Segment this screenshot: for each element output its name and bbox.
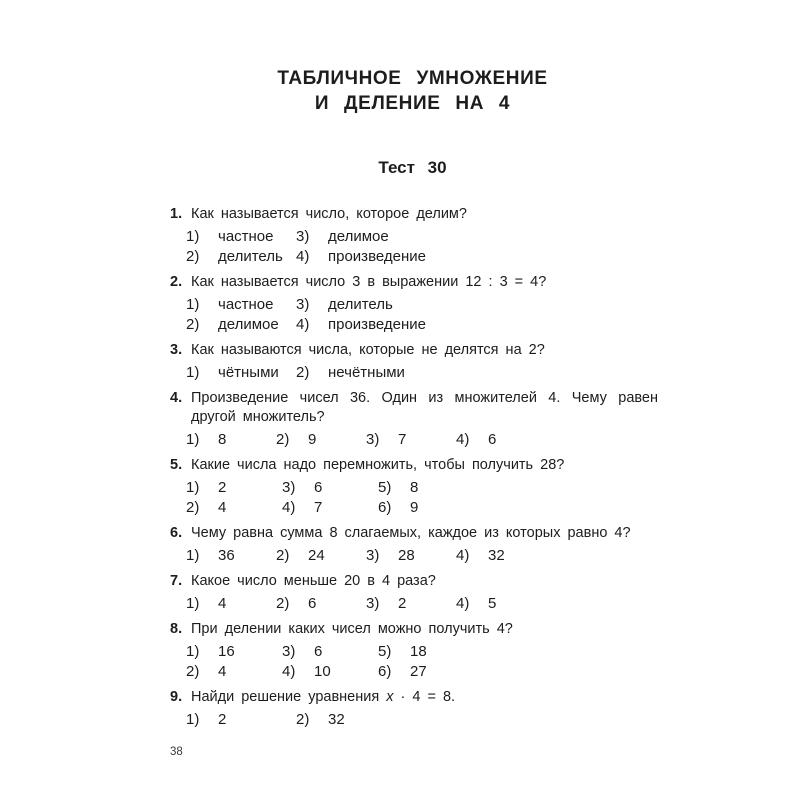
option-value: 6: [488, 431, 497, 448]
option-marker: 3): [366, 595, 380, 612]
answer-option: [378, 498, 474, 518]
options: [170, 363, 658, 383]
answer-option: [282, 642, 378, 662]
answer-option: [186, 710, 296, 730]
question-text: 2. Как называется число 3 в выражении 12 : 3 = 4?: [170, 274, 547, 290]
option-value: 8: [218, 431, 227, 448]
option-marker: 1): [186, 595, 200, 612]
question-text: 9. Найди решение уравнения x · 4 = 8.: [170, 689, 456, 705]
option-row: [186, 247, 658, 267]
option-value: 9: [410, 499, 419, 516]
question: [170, 572, 658, 614]
answer-option: [378, 478, 474, 498]
answer-option: [378, 662, 474, 682]
answer-option: [186, 247, 296, 267]
answer-option: [378, 642, 474, 662]
question-number: 1.: [170, 206, 183, 222]
option-marker: 1): [186, 364, 200, 381]
answer-option: [296, 363, 406, 383]
question-text: 3. Как называются числа, которые не делятся на 2?: [170, 342, 545, 358]
answer-option: [186, 594, 276, 614]
options: [170, 710, 658, 730]
option-marker: 3): [282, 643, 296, 660]
answer-option: [186, 546, 276, 566]
page-header: [165, 0, 660, 178]
answer-option: [186, 642, 282, 662]
question-number: 4.: [170, 390, 183, 406]
option-value: 2: [218, 711, 227, 728]
option-marker: 2): [186, 663, 200, 680]
answer-option: [276, 430, 366, 450]
question-number: 9.: [170, 689, 183, 705]
option-value: 5: [488, 595, 497, 612]
option-row: [186, 546, 658, 566]
option-value: делитель: [218, 248, 283, 265]
option-marker: 2): [276, 431, 290, 448]
option-marker: 2): [296, 364, 310, 381]
option-row: [186, 642, 658, 662]
option-value: 2: [398, 595, 407, 612]
option-value: нечётными: [328, 364, 405, 381]
option-marker: 2): [276, 595, 290, 612]
option-value: делимое: [328, 228, 389, 245]
answer-option: [296, 227, 406, 247]
options: [170, 430, 658, 450]
option-value: 32: [328, 711, 345, 728]
option-marker: 2): [186, 248, 200, 265]
option-value: произведение: [328, 248, 426, 265]
option-value: 4: [218, 663, 227, 680]
test-heading: Тест 30: [378, 158, 447, 177]
question: [170, 205, 658, 267]
option-value: 2: [218, 479, 227, 496]
option-value: 16: [218, 643, 235, 660]
answer-option: [282, 478, 378, 498]
option-marker: 3): [296, 296, 310, 313]
option-marker: 4): [282, 499, 296, 516]
question: [170, 456, 658, 518]
option-value: делитель: [328, 296, 393, 313]
option-marker: 1): [186, 643, 200, 660]
option-row: [186, 430, 658, 450]
answer-option: [282, 662, 378, 682]
option-marker: 2): [276, 547, 290, 564]
question-text: 5. Какие числа надо перемножить, чтобы получить 28?: [170, 457, 565, 473]
option-marker: 3): [296, 228, 310, 245]
question-text: 6. Чему равна сумма 8 слагаемых, каждое из которых равно 4?: [170, 525, 631, 541]
answer-option: [366, 430, 456, 450]
answer-option: [296, 710, 406, 730]
title-line-2: И ДЕЛЕНИЕ НА 4: [314, 93, 511, 114]
option-value: 27: [410, 663, 427, 680]
question-number: 5.: [170, 457, 183, 473]
option-marker: 6): [378, 663, 392, 680]
answer-option: [296, 247, 426, 267]
answer-option: [296, 315, 426, 335]
title-line-1: ТАБЛИЧНОЕ УМНОЖЕНИЕ: [277, 68, 548, 89]
answer-option: [276, 546, 366, 566]
question-text: 8. При делении каких чисел можно получить 4?: [170, 621, 513, 637]
options: [170, 642, 658, 682]
answer-option: [186, 227, 296, 247]
answer-option: [282, 498, 378, 518]
option-marker: 1): [186, 711, 200, 728]
option-value: 18: [410, 643, 427, 660]
option-marker: 3): [282, 479, 296, 496]
answer-option: [366, 594, 456, 614]
option-row: [186, 498, 658, 518]
option-value: 4: [218, 595, 227, 612]
question-text: 4. Произведение чисел 36. Один из множителей 4. Чему равен другой множитель?: [170, 390, 658, 425]
question-text: 7. Какое число меньше 20 в 4 раза?: [170, 573, 436, 589]
question: [170, 524, 658, 566]
option-marker: 4): [296, 248, 310, 265]
option-value: делимое: [218, 316, 279, 333]
question-number: 2.: [170, 274, 183, 290]
option-marker: 1): [186, 296, 200, 313]
equation-variable: x: [386, 689, 394, 705]
options: [170, 227, 658, 267]
question-number: 7.: [170, 573, 183, 589]
option-marker: 5): [378, 643, 392, 660]
option-value: частное: [218, 296, 274, 313]
option-row: [186, 710, 658, 730]
answer-option: [456, 594, 546, 614]
option-marker: 2): [186, 316, 200, 333]
option-marker: 4): [456, 547, 470, 564]
option-value: 6: [314, 643, 323, 660]
option-value: 32: [488, 547, 505, 564]
option-marker: 5): [378, 479, 392, 496]
option-value: 8: [410, 479, 419, 496]
answer-option: [186, 430, 276, 450]
option-row: [186, 315, 658, 335]
answer-option: [186, 295, 296, 315]
answer-option: [186, 363, 296, 383]
option-marker: 3): [366, 547, 380, 564]
question: [170, 620, 658, 682]
options: [170, 594, 658, 614]
option-row: [186, 594, 658, 614]
option-marker: 1): [186, 479, 200, 496]
answer-option: [276, 594, 366, 614]
option-value: чётными: [218, 364, 279, 381]
answer-option: [296, 295, 406, 315]
option-value: 24: [308, 547, 325, 564]
option-value: 7: [314, 499, 323, 516]
option-marker: 6): [378, 499, 392, 516]
answer-option: [186, 478, 282, 498]
question: [170, 688, 658, 730]
option-value: 6: [314, 479, 323, 496]
option-value: 7: [398, 431, 407, 448]
questions: [170, 205, 658, 730]
options: [170, 546, 658, 566]
question: [170, 389, 658, 450]
option-marker: 1): [186, 431, 200, 448]
question-number: 3.: [170, 342, 183, 358]
option-row: [186, 295, 658, 315]
option-marker: 2): [186, 499, 200, 516]
question: [170, 341, 658, 383]
option-row: [186, 662, 658, 682]
option-row: [186, 363, 658, 383]
option-marker: 4): [456, 595, 470, 612]
question: [170, 273, 658, 335]
question-text: 1. Как называется число, которое делим?: [170, 206, 467, 222]
option-marker: 4): [282, 663, 296, 680]
option-value: произведение: [328, 316, 426, 333]
question-number: 6.: [170, 525, 183, 541]
answer-option: [456, 430, 546, 450]
option-value: 10: [314, 663, 331, 680]
answer-option: [456, 546, 546, 566]
page-number: 38: [170, 746, 183, 758]
page-title: [165, 66, 660, 116]
option-row: [186, 227, 658, 247]
option-marker: 1): [186, 547, 200, 564]
option-value: 6: [308, 595, 317, 612]
option-marker: 4): [456, 431, 470, 448]
answer-option: [186, 662, 282, 682]
option-value: 28: [398, 547, 415, 564]
answer-option: [186, 498, 282, 518]
option-value: 36: [218, 547, 235, 564]
question-number: 8.: [170, 621, 183, 637]
option-value: частное: [218, 228, 274, 245]
options: [170, 478, 658, 518]
option-marker: 4): [296, 316, 310, 333]
option-value: 9: [308, 431, 317, 448]
option-row: [186, 478, 658, 498]
option-marker: 2): [296, 711, 310, 728]
options: [170, 295, 658, 335]
option-value: 4: [218, 499, 227, 516]
answer-option: [366, 546, 456, 566]
answer-option: [186, 315, 296, 335]
option-marker: 3): [366, 431, 380, 448]
option-marker: 1): [186, 228, 200, 245]
